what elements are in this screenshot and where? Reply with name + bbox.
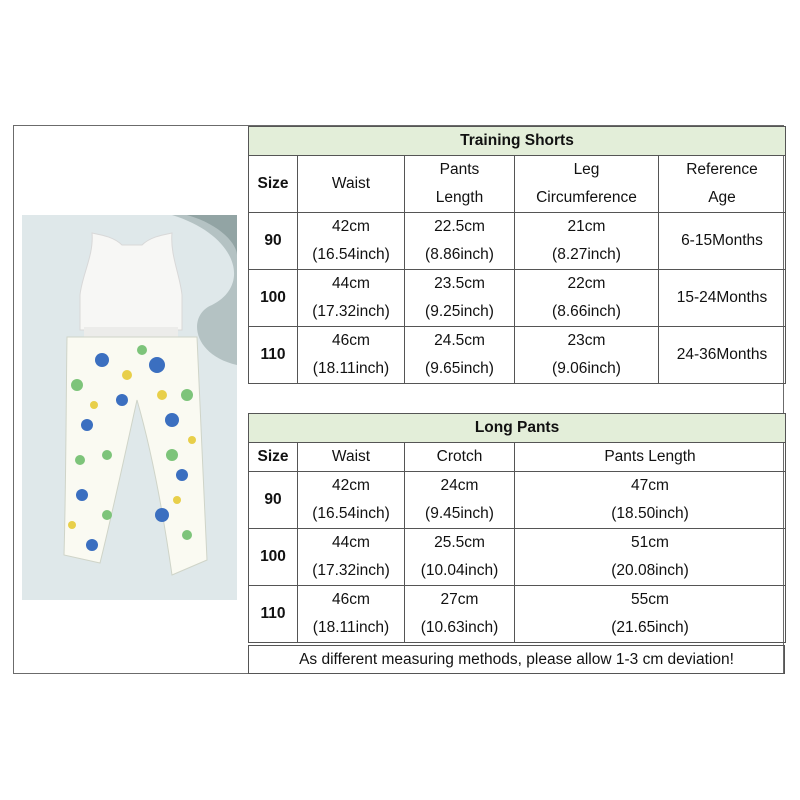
length-cm: 51cm <box>631 534 669 551</box>
leg-cm: 21cm <box>567 218 606 235</box>
length-cm: 23.5cm <box>434 275 485 292</box>
header-pants-length-line2: Length <box>435 189 484 206</box>
leg-inch: (8.27inch) <box>552 246 621 263</box>
header-size: Size <box>249 156 298 213</box>
crotch-cell <box>405 472 515 529</box>
length-cell <box>405 213 515 270</box>
age-cell: 15-24Months <box>659 270 786 327</box>
header-age-line2: Age <box>708 189 736 206</box>
long-pants-header-row <box>249 443 786 472</box>
waist-cm: 42cm <box>332 218 370 235</box>
header-reference-age <box>659 156 786 213</box>
leg-cell <box>515 270 659 327</box>
waist-cell <box>298 270 405 327</box>
crotch-cm: 24cm <box>440 477 479 494</box>
header-pants-length <box>405 156 515 213</box>
long-pants-table <box>248 413 786 643</box>
length-inch: (20.08inch) <box>611 562 689 579</box>
age-cell: 24-36Months <box>659 327 786 384</box>
table-row <box>249 270 786 327</box>
leg-cell <box>515 327 659 384</box>
table-row <box>249 327 786 384</box>
length-inch: (18.50inch) <box>611 505 689 522</box>
length-cell <box>515 529 786 586</box>
waist-cell <box>298 472 405 529</box>
crotch-cell <box>405 529 515 586</box>
training-shorts-table <box>248 126 786 384</box>
crotch-cm: 25.5cm <box>434 534 485 551</box>
size-cell: 110 <box>249 586 298 643</box>
length-cm: 24.5cm <box>434 332 485 349</box>
length-cell <box>515 472 786 529</box>
waist-cm: 42cm <box>332 477 370 494</box>
table-row <box>249 213 786 270</box>
length-cm: 22.5cm <box>434 218 485 235</box>
product-photo <box>22 215 237 600</box>
length-inch: (8.86inch) <box>425 246 494 263</box>
waist-cell <box>298 213 405 270</box>
length-inch: (9.25inch) <box>425 303 494 320</box>
age-cell: 6-15Months <box>659 213 786 270</box>
waist-inch: (16.54inch) <box>312 505 390 522</box>
size-cell: 100 <box>249 529 298 586</box>
table-row <box>249 586 786 643</box>
waist-cell <box>298 327 405 384</box>
crotch-cell <box>405 586 515 643</box>
header-pants-length-line1: Pants <box>439 161 480 178</box>
crotch-inch: (10.63inch) <box>420 619 499 636</box>
header-age-line1: Reference <box>686 161 758 178</box>
waist-cell <box>298 586 405 643</box>
length-cell <box>515 586 786 643</box>
waist-cm: 46cm <box>332 332 370 349</box>
header-leg-line2: Circumference <box>536 189 637 206</box>
waist-inch: (17.32inch) <box>312 562 390 579</box>
training-shorts-title: Training Shorts <box>249 127 786 156</box>
length-inch: (21.65inch) <box>611 619 689 636</box>
training-shorts-header-row <box>249 156 786 213</box>
waist-cell <box>298 529 405 586</box>
size-cell: 90 <box>249 472 298 529</box>
length-cell <box>405 270 515 327</box>
crotch-cm: 27cm <box>440 591 479 608</box>
waist-cm: 44cm <box>332 534 370 551</box>
romper-illustration <box>22 215 237 600</box>
header-waist: Waist <box>298 443 405 472</box>
waist-inch: (18.11inch) <box>312 619 390 636</box>
waist-cm: 44cm <box>332 275 370 292</box>
table-row <box>249 472 786 529</box>
size-cell: 110 <box>249 327 298 384</box>
table-row <box>249 529 786 586</box>
crotch-inch: (9.45inch) <box>425 505 494 522</box>
waist-inch: (18.11inch) <box>312 360 390 377</box>
size-cell: 100 <box>249 270 298 327</box>
waist-inch: (16.54inch) <box>312 246 390 263</box>
header-waist: Waist <box>298 156 405 213</box>
waist-inch: (17.32inch) <box>312 303 390 320</box>
size-cell: 90 <box>249 213 298 270</box>
long-pants-title: Long Pants <box>249 414 786 443</box>
header-size: Size <box>249 443 298 472</box>
length-inch: (9.65inch) <box>425 360 494 377</box>
length-cell <box>405 327 515 384</box>
header-leg-line1: Leg <box>573 161 600 178</box>
leg-cm: 22cm <box>567 275 606 292</box>
crotch-inch: (10.04inch) <box>420 562 499 579</box>
header-leg-circumference <box>515 156 659 213</box>
leg-inch: (9.06inch) <box>552 360 621 377</box>
header-pants-length: Pants Length <box>515 443 786 472</box>
waist-cm: 46cm <box>332 591 370 608</box>
length-cm: 47cm <box>631 477 669 494</box>
length-cm: 55cm <box>631 591 669 608</box>
header-crotch: Crotch <box>405 443 515 472</box>
leg-inch: (8.66inch) <box>552 303 621 320</box>
deviation-note: As different measuring methods, please allow 1-3 cm deviation! <box>248 645 785 674</box>
leg-cell <box>515 213 659 270</box>
leg-cm: 23cm <box>567 332 606 349</box>
